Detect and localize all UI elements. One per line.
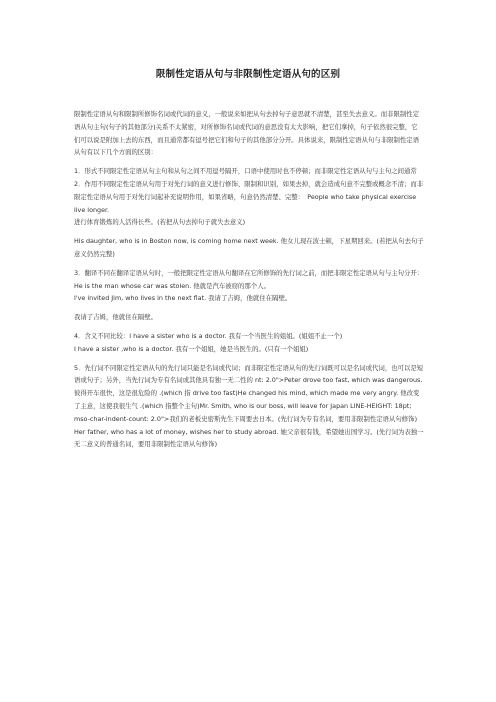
paragraph-1: 1．形式不同限定性定语从句主句和从句之间不用逗号隔开，口语中使用时也不停顿；而非限定性定语从句与主句之间通常 2．作用不同限定性定语从句用于对先行词的意义进行修饰、限制和识别，如果去掉，就会造成句意不完整或概念不清；而非限定性定语从句用于对先行词起补充说明作用，如果省略，句意仍然清楚、完整： People who take physical exercise live longer. — [74, 167, 424, 214]
paragraph-intro: 限制性定语从句和限制所修饰名词或代词的意义，一般说来如把从句去掉句子意思就不清楚，甚至失去意义。而非限制性定语从句主句(句子的其他部分)关系不太紧密，对所修饰名词或代词的意思没有太大影响，把它们拿掉，句子依然很完整，它们可以说是附加上去的东西，而且通常都有逗号把它们和句子的其他部分分开。具体说来，限制性定语从句与非限制性定语从句有以下几个方面的区别： — [74, 110, 420, 157]
paragraph-example-sister: I have a sister ,who is a doctor. 我有一个姐姐，她是当医生的。(只有一个姐姐) — [74, 344, 309, 353]
paragraph-example-daughter: His daughter, who is in Boston now, is coming home next week. 他女儿现在波士顿，下星期回来。(若把从句去句子意义仍然完整) — [74, 237, 424, 258]
paragraph-1-translation: 进行体育锻炼的人活得长些。(若把从句去掉句子就失去意义) — [74, 218, 246, 227]
paragraph-jim-translation: 我请了吉姆，他就住在隔壁。 — [74, 313, 158, 322]
paragraph-example-jim: I've invited Jim, who lives in the next flat. 我请了吉姆，他就住在隔壁。 — [74, 294, 292, 303]
paragraph-5: 5．先行词不同限定性定语从句的先行词只能是名词或代词；而非限定性定语从句的先行词既可以是名词或代词，也可以是短语或句子；另外，当先行词为专有名词或其他具有独一无二性的 nt: 2.0">Peter drove too fast, which was dangerous. 彼得开车很快，这是很危险的 .(which 指 drive too fast)He changed his mind, which made me very angry. 他改变了主意，这使我很生气 .(which 指整个主句)Mr. Smith, who is our boss, will leave for Japan LINE-HEIGHT: 18pt; mso-char-indent-count: 2.0">我们的老板史密斯先生下周要去日本。(先行词为专有名词，要用非限制性定语从句修饰) — [74, 363, 424, 423]
paragraph-3: 3．翻译不同在翻译定语从句时，一般把限定性定语从句翻译在它所修饰的先行词之前，而把非限定性定语从句与主句分开：He is the man whose car was stolen. 他就是汽车被窃的那个人。 — [74, 268, 424, 290]
paragraph-4: 4．含义不同比较：I have a sister who is a doctor. 我有一个当医生的姐姐。(姐姐不止一个) — [74, 331, 343, 340]
paragraph-example-father: Her father, who has a lot of money, wishes her to study abroad. 她父亲很有钱，希望她出国学习。(先行词为表独一无二意义的普通名词，要用非限制性定语从句修饰) — [74, 427, 424, 449]
document-body — [74, 108, 424, 451]
document-title: 限制性定语从句与非限制性定语从句的区别 — [155, 69, 341, 80]
